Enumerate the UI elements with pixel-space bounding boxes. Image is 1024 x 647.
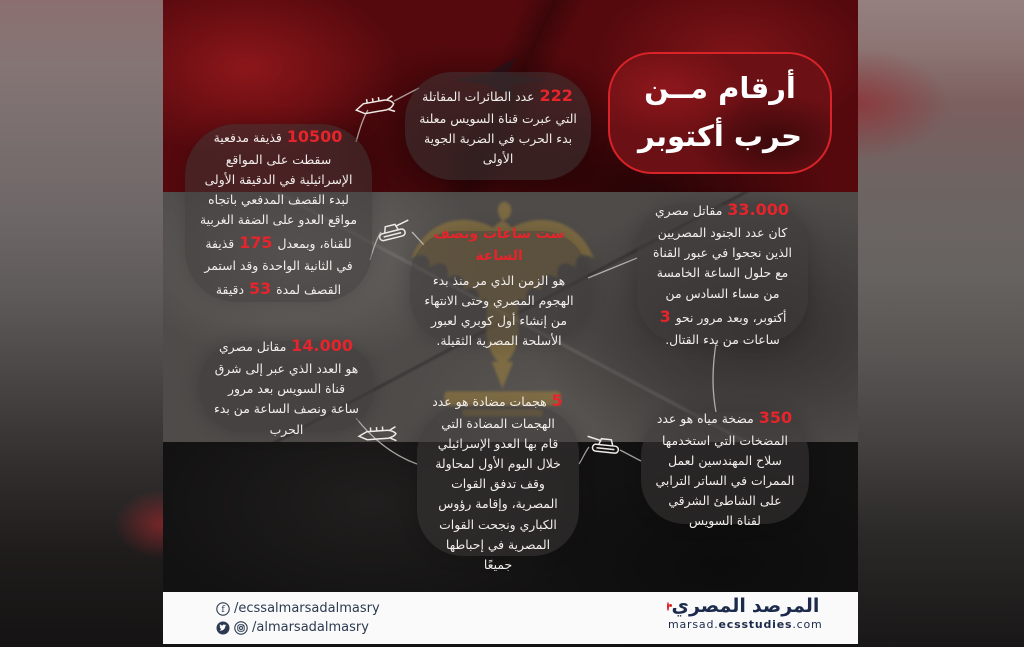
website-bold: ecsstudies: [718, 618, 793, 631]
website-suffix: .com: [792, 618, 823, 631]
facebook-icon[interactable]: [216, 602, 230, 616]
missile-icon: [355, 423, 398, 448]
logo-red-dot-icon: [667, 602, 669, 611]
website-url[interactable]: [668, 618, 823, 631]
blurred-background-left: [0, 0, 163, 647]
twitter-icon[interactable]: [216, 621, 230, 635]
stat-bubble-water-pumps: [641, 407, 809, 529]
social-handles: [216, 599, 380, 637]
title-line-1: أرقام مــن: [644, 71, 796, 106]
stat-text-counterattacks: 5 هجمات مضادة هو عدد الهجمات المضادة التي قام بها العدو الإسرائيلي خلال اليوم الأول لمحاولة وقف تدفق القوات المصرية، وإقامة رؤوس الكباري ونجحت القوات المصرية في إحباطها جميعًا: [432, 391, 563, 572]
footer: [163, 592, 858, 644]
svg-text:f: f: [221, 604, 225, 615]
stat-text-soldiers-14000: 14.000 مقاتل مصري هو العدد الذي عبر إلى شرق قناة السويس بعد مرور ساعة ونصف الساعة من بدء الحرب: [214, 336, 359, 437]
facebook-handle-row: [216, 599, 380, 618]
stat-bubble-artillery-shells: [185, 124, 372, 302]
tank-icon: [584, 428, 625, 458]
social-handle[interactable]: /almarsadalmasry: [252, 620, 369, 635]
stat-bubble-soldiers-33000: [637, 200, 808, 347]
infographic-content: [163, 0, 858, 647]
blurred-background-right: [858, 0, 1024, 647]
infographic-title: [608, 52, 832, 174]
stat-bubble-fighter-planes: [405, 72, 591, 180]
logo: [668, 595, 823, 631]
stat-text-artillery-shells: 10500 قذيفة مدفعية سقطت على المواقع الإسرائيلية في الدقيقة الأولى لبدء القصف المدفعي باتجاه مواقع العدو على الضفة الغربية للقناة، وبمعدل 175 قذيفة في الثانية الواحدة وقد استمر القصف لمدة 53 دقيقة: [200, 126, 357, 299]
stat-bubble-bridge-time: [410, 225, 588, 349]
title-line-2: حرب أكتوبر: [638, 119, 802, 153]
stat-bubble-soldiers-14000: [199, 336, 374, 437]
social-handle-row: [216, 618, 380, 637]
logo-wordmark: [668, 595, 818, 617]
stat-text-water-pumps: 350 مضخة مياه هو عدد المضخات التي استخدمها سلاح المهندسين لعمل الممرات في الساتر الترابي على الشاطئ الشرقي لقناة السويس: [655, 407, 795, 529]
logo-word-1: المرصد: [751, 595, 820, 617]
stat-text-soldiers-33000: 33.000 مقاتل مصري كان عدد الجنود المصريين الذين نجحوا في عبور القناة مع حلول الساعة الخامسة من مساء السادس من أكتوبر، وبعد مرور نحو 3 ساعات من بدء القتال.: [653, 200, 792, 347]
stat-text-fighter-planes: 222 عدد الطائرات المقاتلة التي عبرت قناة السويس معلنة بدء الحرب في الضربة الجوية الأولى: [419, 85, 577, 166]
logo-word-2: المصري: [671, 595, 746, 617]
facebook-handle[interactable]: /ecssalmarsadalmasry: [234, 601, 380, 616]
stat-bubble-counterattacks: [417, 391, 579, 572]
instagram-icon[interactable]: [234, 621, 248, 635]
stat-text-bridge-time: ست ساعات ونصف الساعة هو الزمن الذي مر منذ بدء الهجوم المصري وحتى الانتهاء من إنشاء أول كوبري لعبور الأسلحة المصرية الثقيلة.: [424, 225, 574, 349]
website-prefix: marsad.: [668, 618, 719, 631]
